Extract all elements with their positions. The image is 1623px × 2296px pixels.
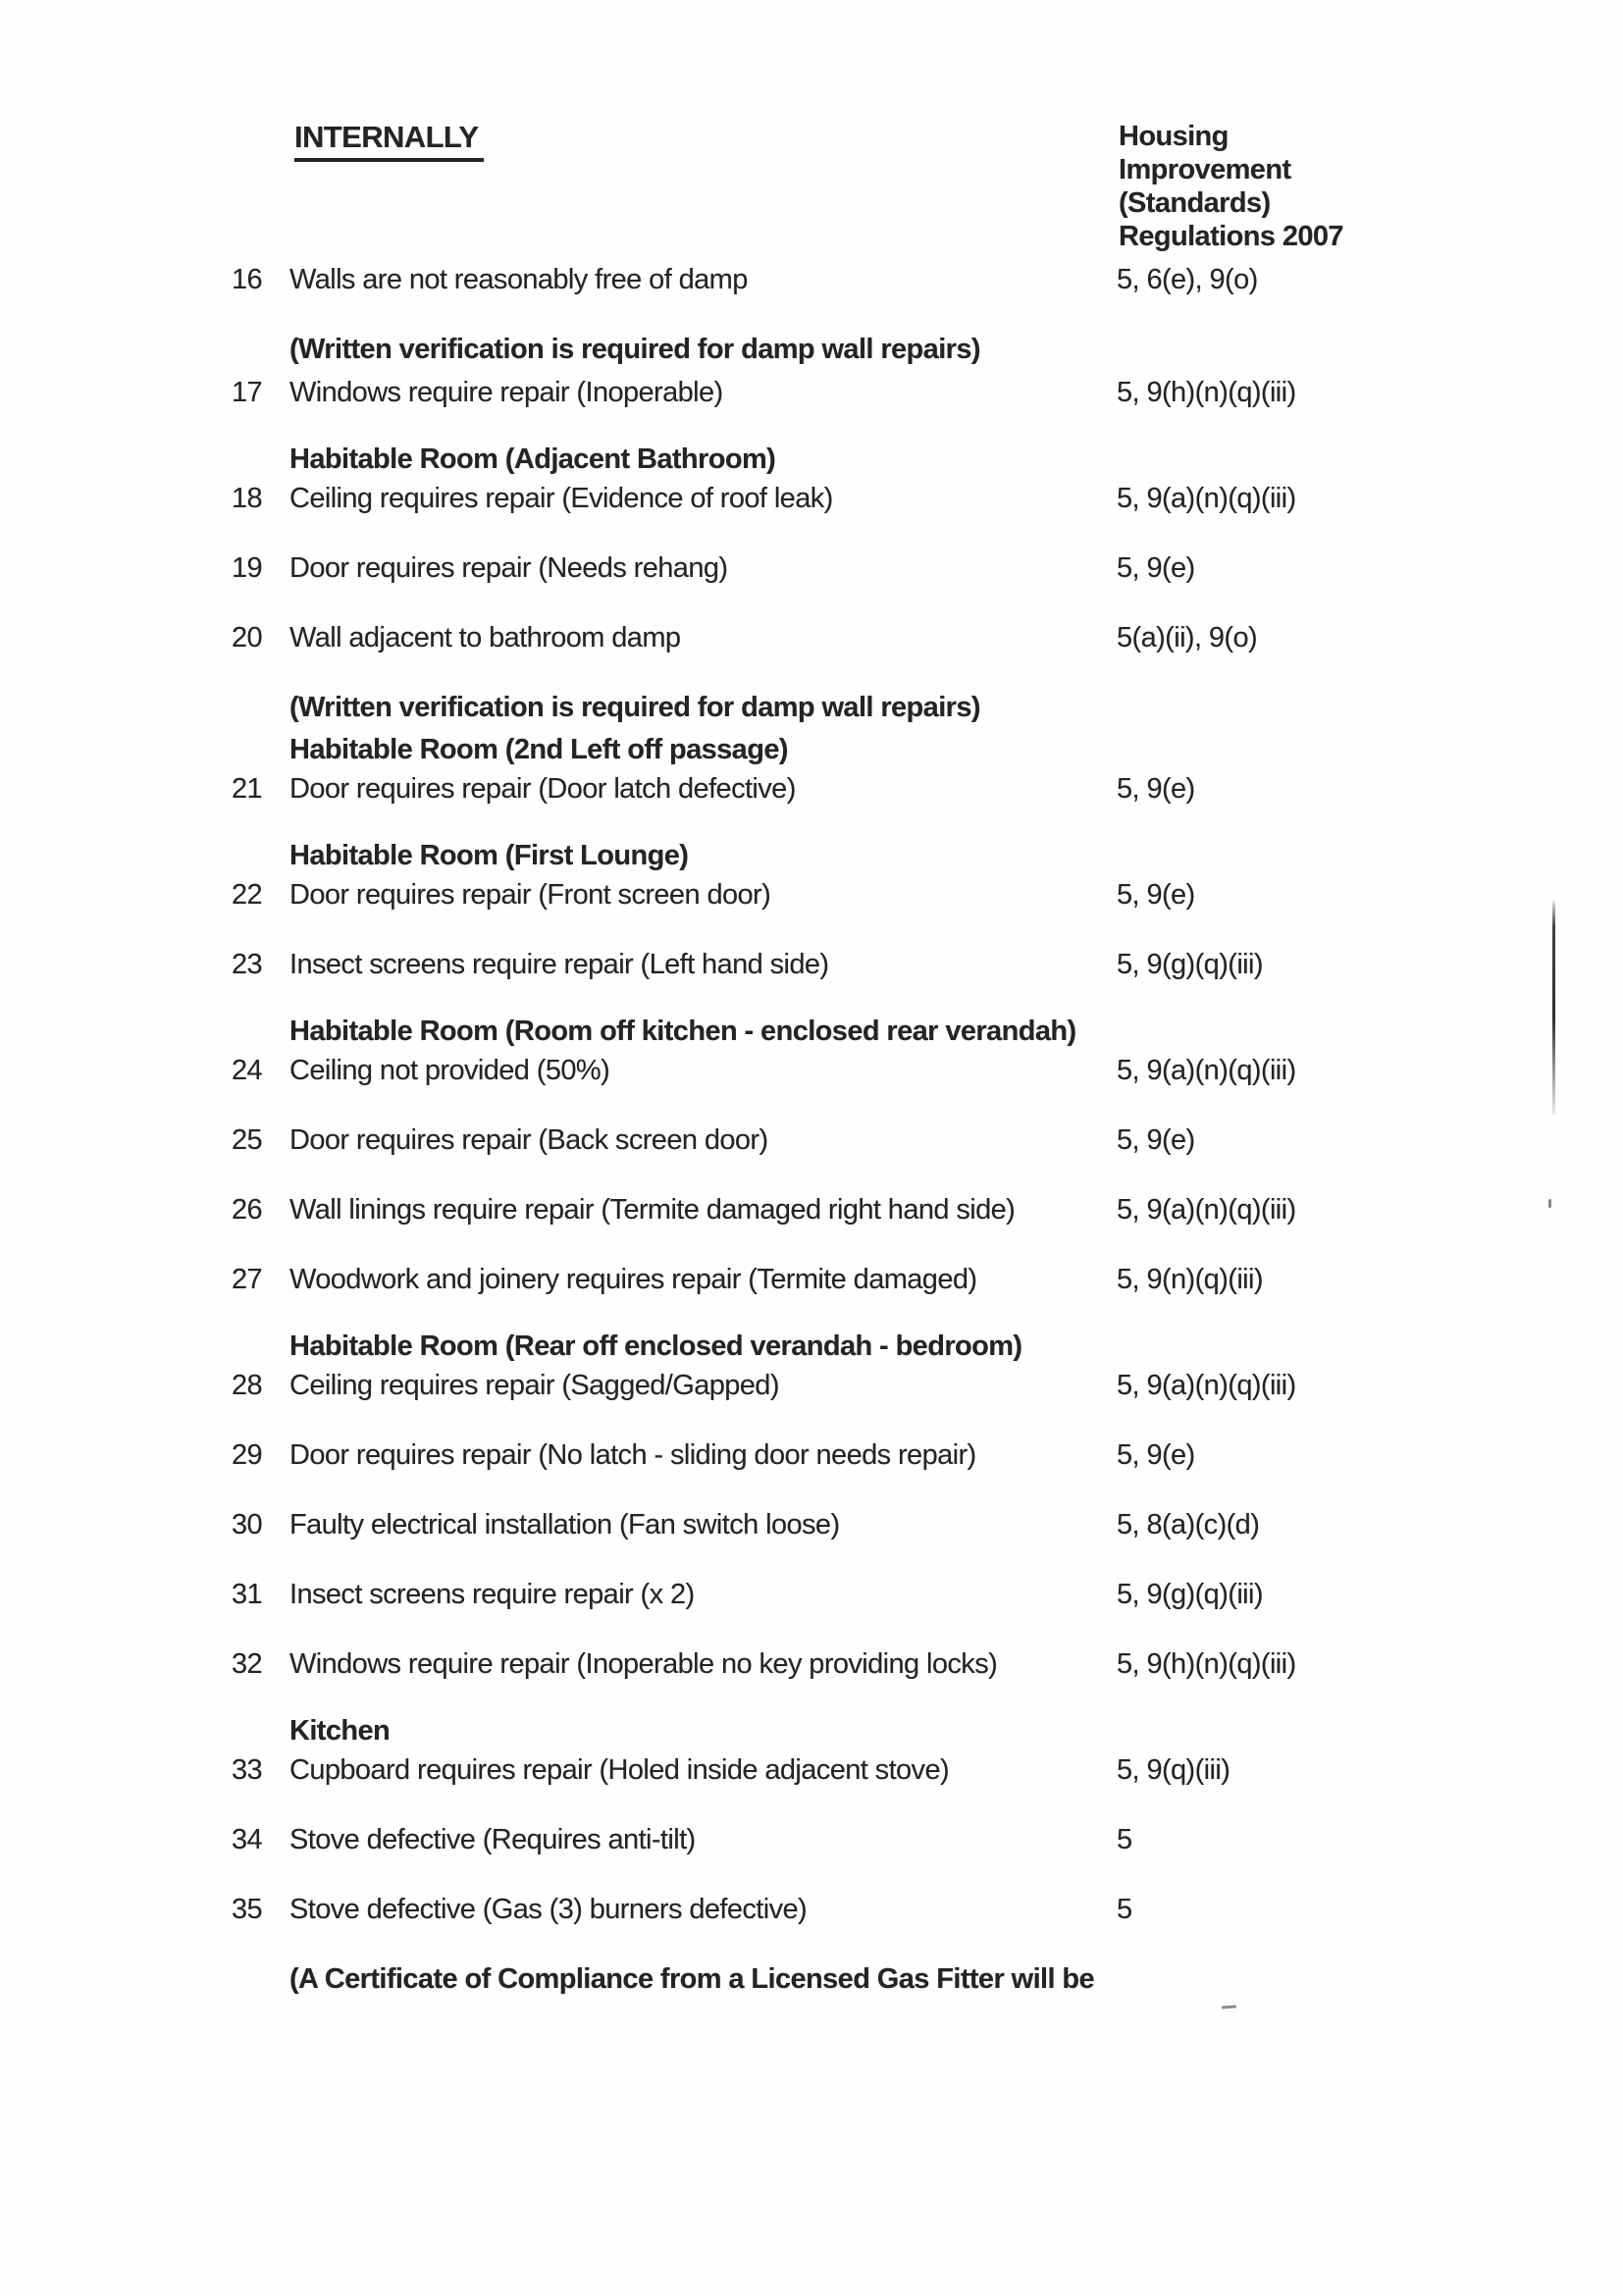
defect-description: Door requires repair (Door latch defective) [289, 773, 796, 805]
room-section-heading [0, 841, 1623, 870]
defect-description: Door requires repair (Needs rehang) [289, 552, 728, 584]
item-number: 24 [232, 1055, 263, 1086]
scan-artifact-vertical-line [1552, 901, 1555, 1115]
item-number: 35 [232, 1894, 263, 1925]
regulation-reference: 5, 9(n)(q)(iii) [1117, 1264, 1263, 1295]
item-number: 29 [232, 1439, 263, 1471]
defect-description: Woodwork and joinery requires repair (Termite damaged) [289, 1264, 977, 1295]
item-number: 22 [232, 879, 263, 911]
item-number: 16 [232, 264, 263, 295]
item-number: 27 [232, 1264, 263, 1295]
item-number: 26 [232, 1194, 263, 1226]
regulation-header-line: (Standards) [1119, 187, 1271, 219]
table-row [0, 1265, 1623, 1294]
defect-description: Door requires repair (Front screen door) [289, 879, 771, 911]
regulation-header-line: Housing [1119, 121, 1229, 152]
note-text: (A Certificate of Compliance from a Licensed Gas Fitter will be [289, 1963, 1095, 1995]
room-section-label: Habitable Room (Rear off enclosed verandah - bedroom) [289, 1331, 1022, 1362]
table-row [0, 1649, 1623, 1679]
defect-description: Wall adjacent to bathroom damp [289, 622, 681, 653]
item-number: 31 [232, 1579, 263, 1610]
page-title: INTERNALLY [294, 120, 484, 162]
defect-description: Ceiling requires repair (Evidence of roof leak) [289, 483, 833, 514]
note-line [0, 1964, 1623, 1994]
room-section-label: Habitable Room (First Lounge) [289, 840, 689, 871]
scan-artifact-dash [1222, 2005, 1236, 2009]
defect-description: Door requires repair (No latch - sliding door needs repair) [289, 1439, 976, 1471]
table-row [0, 950, 1623, 979]
table-row [0, 1895, 1623, 1924]
defect-description: Walls are not reasonably free of damp [289, 264, 748, 295]
regulation-reference: 5, 9(e) [1117, 552, 1195, 584]
regulation-reference: 5, 8(a)(c)(d) [1117, 1509, 1260, 1540]
table-row [0, 1510, 1623, 1539]
regulation-reference: 5 [1117, 1824, 1132, 1855]
room-section-heading [0, 1716, 1623, 1746]
regulation-reference: 5, 9(e) [1117, 879, 1195, 911]
table-row [0, 1755, 1623, 1785]
regulation-column-header [1119, 120, 1413, 253]
defect-description: Windows require repair (Inoperable) [289, 377, 723, 408]
table-row [0, 265, 1623, 294]
defect-list [0, 265, 1623, 1994]
note-text: (Written verification is required for damp wall repairs) [289, 692, 980, 723]
table-row [0, 1580, 1623, 1609]
item-number: 18 [232, 483, 263, 514]
table-row [0, 1440, 1623, 1470]
regulation-reference: 5, 9(g)(q)(iii) [1117, 1579, 1263, 1610]
table-row [0, 1825, 1623, 1854]
room-section-heading [0, 1331, 1623, 1361]
regulation-reference: 5, 9(g)(q)(iii) [1117, 949, 1263, 980]
regulation-reference: 5, 9(a)(n)(q)(iii) [1117, 483, 1296, 514]
regulation-reference: 5 [1117, 1894, 1132, 1925]
table-row [0, 553, 1623, 583]
table-row [0, 378, 1623, 407]
item-number: 30 [232, 1509, 263, 1540]
defect-description: Wall linings require repair (Termite damaged right hand side) [289, 1194, 1016, 1226]
regulation-reference: 5, 6(e), 9(o) [1117, 264, 1258, 295]
regulation-reference: 5, 9(e) [1117, 1124, 1195, 1156]
table-row [0, 774, 1623, 804]
table-row [0, 623, 1623, 652]
defect-description: Insect screens require repair (Left hand side) [289, 949, 829, 980]
table-row [0, 880, 1623, 910]
item-number: 21 [232, 773, 263, 805]
room-section-label: Habitable Room (Room off kitchen - enclosed rear verandah) [289, 1016, 1076, 1047]
table-row [0, 1195, 1623, 1225]
table-row [0, 1056, 1623, 1085]
regulation-reference: 5, 9(a)(n)(q)(iii) [1117, 1055, 1296, 1086]
item-number: 34 [232, 1824, 263, 1855]
regulation-reference: 5, 9(a)(n)(q)(iii) [1117, 1370, 1296, 1401]
note-line [0, 693, 1623, 722]
regulation-reference: 5, 9(h)(n)(q)(iii) [1117, 1648, 1296, 1680]
item-number: 32 [232, 1648, 263, 1680]
item-number: 23 [232, 949, 263, 980]
note-text: (Written verification is required for damp wall repairs) [289, 334, 980, 365]
note-line [0, 335, 1623, 364]
regulation-reference: 5, 9(q)(iii) [1117, 1754, 1230, 1786]
table-row [0, 1371, 1623, 1400]
room-section-label: Kitchen [289, 1715, 391, 1747]
regulation-header-line: Improvement [1119, 154, 1291, 185]
regulation-reference: 5, 9(e) [1117, 1439, 1195, 1471]
room-section-heading [0, 444, 1623, 474]
regulation-reference: 5, 9(a)(n)(q)(iii) [1117, 1194, 1296, 1226]
item-number: 17 [232, 377, 263, 408]
regulation-reference: 5(a)(ii), 9(o) [1117, 622, 1258, 653]
table-row [0, 1125, 1623, 1155]
item-number: 20 [232, 622, 263, 653]
table-row [0, 484, 1623, 513]
room-section-heading [0, 1017, 1623, 1046]
defect-description: Faulty electrical installation (Fan switch loose) [289, 1509, 840, 1540]
regulation-reference: 5, 9(h)(n)(q)(iii) [1117, 377, 1296, 408]
defect-description: Door requires repair (Back screen door) [289, 1124, 768, 1156]
room-section-heading [0, 735, 1623, 764]
item-number: 19 [232, 552, 263, 584]
defect-description: Cupboard requires repair (Holed inside adjacent stove) [289, 1754, 950, 1786]
item-number: 33 [232, 1754, 263, 1786]
defect-description: Ceiling requires repair (Sagged/Gapped) [289, 1370, 779, 1401]
regulation-header-line: Regulations 2007 [1119, 221, 1343, 252]
item-number: 25 [232, 1124, 263, 1156]
regulation-reference: 5, 9(e) [1117, 773, 1195, 805]
room-section-label: Habitable Room (Adjacent Bathroom) [289, 444, 776, 475]
room-section-label: Habitable Room (2nd Left off passage) [289, 734, 788, 765]
item-number: 28 [232, 1370, 263, 1401]
defect-description: Stove defective (Gas (3) burners defective) [289, 1894, 808, 1925]
defect-description: Ceiling not provided (50%) [289, 1055, 610, 1086]
defect-description: Windows require repair (Inoperable no key providing locks) [289, 1648, 998, 1680]
defect-description: Stove defective (Requires anti-tilt) [289, 1824, 696, 1855]
defect-description: Insect screens require repair (x 2) [289, 1579, 695, 1610]
scan-artifact-speck [1548, 1199, 1551, 1208]
